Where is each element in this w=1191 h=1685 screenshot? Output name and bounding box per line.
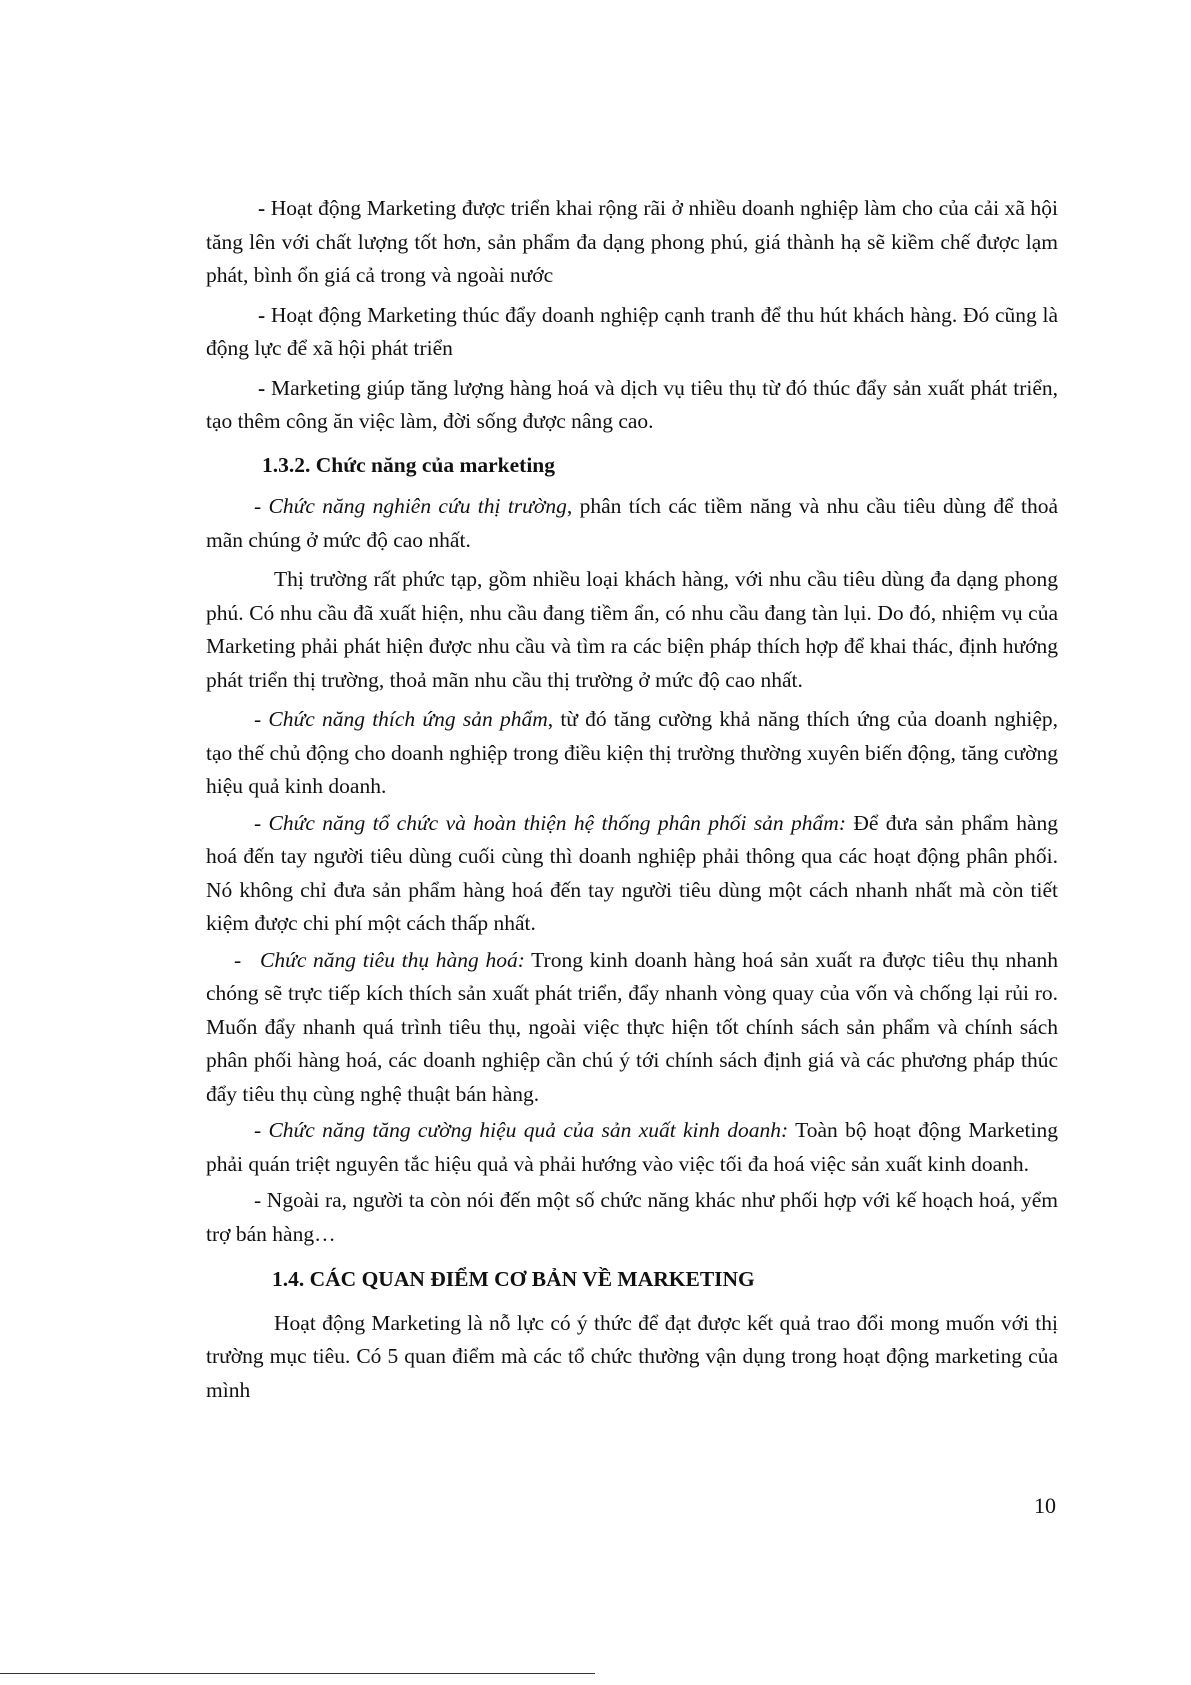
footer-divider bbox=[0, 1673, 595, 1674]
paragraph-text: Để đưa sản phẩm hàng hoá đến tay người tiêu dùng cuối cùng thì doanh nghiệp phải thông qua các hoạt động phân phối. Nó không chỉ đưa sản phẩm hàng hoá đến tay người tiêu dùng một cách nhanh nhất mà còn tiết kiệm được chi phí một cách thấp nhất. bbox=[206, 810, 1058, 935]
function-title: Chức năng nghiên cứu thị trường bbox=[268, 494, 567, 518]
function-title: Chức năng tiêu thụ hàng hoá: bbox=[260, 947, 525, 972]
paragraph-marketing-competition bbox=[206, 299, 1058, 366]
function-title: Chức năng tăng cường hiệu quả của sản xuất kinh doanh: bbox=[268, 1118, 789, 1142]
paragraph-text: Toàn bộ hoạt động Marketing phải quán triệt nguyên tắc hiệu quả và phải hướng vào việc tối đa hoá việc sản xuất kinh doanh. bbox=[206, 1118, 1058, 1176]
section-heading-1-4: 1.4. CÁC QUAN ĐIỂM CƠ BẢN VỀ MARKETING bbox=[272, 1267, 755, 1291]
paragraph-other-functions: - Ngoài ra, người ta còn nói đến một số chức năng khác như phối hợp với kế hoạch hoá, yểm trợ bán hàng… bbox=[206, 1188, 1058, 1246]
paragraph-market-complexity: Thị trường rất phức tạp, gồm nhiều loại khách hàng, với nhu cầu tiêu dùng đa dạng phong phú. Có nhu cầu đã xuất hiện, nhu cầu đang tiềm ẩn, có nhu cầu đang tàn lụi. Do đó, nhiệm vụ của Marketing phải phát hiện được nhu cầu và tìm ra các biện pháp thích hợp để khai thác, định hướng phát triển thị trường, thoả mãn nhu cầu thị trường ở mức độ cao nhất. bbox=[206, 567, 1058, 692]
section-heading-1-3-2: 1.3.2. Chức năng của marketing bbox=[262, 452, 556, 477]
bullet-dash: - bbox=[254, 494, 269, 518]
bullet-dash: - bbox=[258, 375, 266, 400]
bullet-dash: - bbox=[254, 810, 269, 835]
paragraph-marketing-wealth bbox=[206, 192, 1058, 293]
paragraph-text: , phân tích các tiềm năng và nhu cầu tiêu dùng để thoả mãn chúng ở mức độ cao nhất. bbox=[206, 494, 1059, 552]
function-title: Chức năng tổ chức và hoàn thiện hệ thống phân phối sản phẩm: bbox=[268, 810, 846, 835]
paragraph-efficiency bbox=[206, 1114, 1058, 1181]
function-title: Chức năng thích ứng sản phẩm bbox=[268, 707, 548, 731]
paragraph-text: Hoạt động Marketing được triển khai rộng rãi ở nhiều doanh nghiệp làm cho của cải xã hội tăng lên với chất lượng tốt hơn, sản phẩm đa dạng phong phú, giá thành hạ sẽ kiềm chế được lạm phát, bình ổn giá cả trong và ngoài nước bbox=[206, 196, 1058, 287]
paragraph-product-adaptation bbox=[206, 703, 1058, 804]
paragraph-market-research bbox=[206, 490, 1058, 557]
paragraph-marketing-consumption bbox=[206, 372, 1058, 439]
bullet-dash: - bbox=[254, 707, 269, 731]
bullet-dash: - bbox=[234, 947, 242, 972]
bullet-dash: - bbox=[258, 196, 266, 220]
page-number: 10 bbox=[1034, 1493, 1056, 1518]
paragraph-text: , từ đó tăng cường khả năng thích ứng của doanh nghiệp, tạo thế chủ động cho doanh nghiệp trong điều kiện thị trường thường xuyên biến động, tăng cường hiệu quả kinh doanh. bbox=[206, 707, 1058, 798]
paragraph-distribution bbox=[206, 807, 1058, 941]
bullet-dash: - bbox=[258, 302, 266, 327]
paragraph-text: Trong kinh doanh hàng hoá sản xuất ra được tiêu thụ nhanh chóng sẽ trực tiếp kích thích sản xuất phát triển, đẩy nhanh vòng quay của vốn và chống lại rủi ro. Muốn đẩy nhanh quá trình tiêu thụ, ngoài việc thực hiện tốt chính sách sản phẩm và chính sách phân phối hàng hoá, các doanh nghiệp cần chú ý tới chính sách định giá và các phương pháp thúc đẩy tiêu thụ cùng nghệ thuật bán hàng. bbox=[206, 947, 1059, 1106]
paragraph-marketing-viewpoints: Hoạt động Marketing là nỗ lực có ý thức để đạt được kết quả trao đổi mong muốn với thị trường mục tiêu. Có 5 quan điểm mà các tổ chức thường vận dụng trong hoạt động marketing của mình bbox=[206, 1310, 1058, 1402]
bullet-dash: - bbox=[254, 1118, 269, 1142]
paragraph-sales bbox=[206, 944, 1058, 1112]
page-body bbox=[206, 192, 1058, 1407]
paragraph-text: Hoạt động Marketing thúc đẩy doanh nghiệp cạnh tranh để thu hút khách hàng. Đó cũng là động lực để xã hội phát triển bbox=[206, 302, 1058, 360]
paragraph-text: Marketing giúp tăng lượng hàng hoá và dịch vụ tiêu thụ từ đó thúc đẩy sản xuất phát triển, tạo thêm công ăn việc làm, đời sống được nâng cao. bbox=[206, 375, 1058, 433]
